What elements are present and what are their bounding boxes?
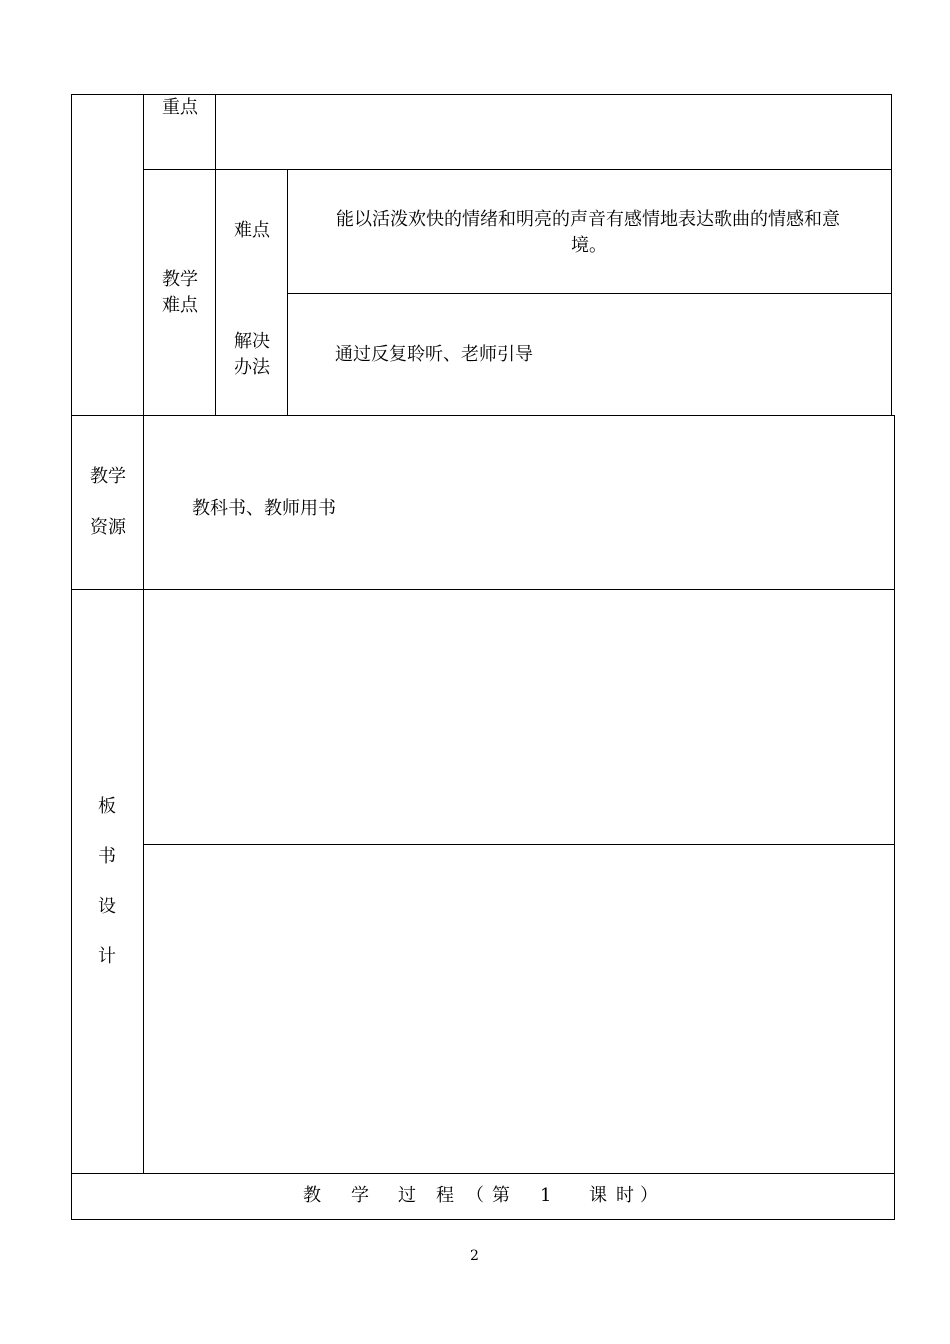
process-title-char: 第: [492, 1185, 510, 1206]
border-sub1-bottom: [287, 293, 892, 294]
page-number: 2: [470, 1248, 479, 1264]
border-row2-bottom: [72, 415, 895, 416]
board-label-char: 书: [98, 846, 116, 867]
difficulty-label-line2: 难点: [162, 295, 198, 316]
border-col1: [143, 94, 144, 1174]
border-col3: [287, 169, 288, 416]
process-title-char: （: [466, 1185, 484, 1206]
difficulty-label-line1: 教学: [162, 269, 198, 290]
border-row1-bottom: [144, 169, 892, 170]
resources-label-line1: 教学: [90, 466, 126, 487]
board-label-char: 设: [98, 896, 116, 917]
solution-label-line2: 办法: [234, 357, 270, 378]
resources-content: 教科书、教师用书: [192, 498, 336, 519]
border-bottom: [72, 1219, 895, 1220]
border-board-split: [144, 844, 895, 845]
board-label-char: 计: [98, 946, 116, 967]
border-right-lower: [894, 415, 895, 1220]
process-title-char: 学: [351, 1185, 369, 1206]
border-col2: [215, 94, 216, 416]
process-title-char: 教: [303, 1185, 321, 1206]
resources-label-line2: 资源: [90, 517, 126, 538]
solution-content: 通过反复聆听、老师引导: [335, 344, 533, 365]
difficulty-content-line1: 能以活泼欢快的情绪和明亮的声音有感情地表达歌曲的情感和意: [336, 209, 840, 230]
difficulty-sub-label: 难点: [234, 220, 270, 241]
border-top: [72, 94, 892, 95]
border-resources-bottom: [72, 589, 895, 590]
process-title-char: 课: [589, 1185, 607, 1206]
border-board-bottom: [72, 1173, 895, 1174]
process-title-char: 过: [398, 1185, 416, 1206]
difficulty-content-line2: 境。: [571, 235, 607, 256]
border-left: [71, 94, 72, 1220]
border-right-upper: [891, 94, 892, 416]
solution-label-line1: 解决: [234, 331, 270, 352]
process-title-char: 1: [540, 1185, 552, 1206]
process-title-char: 时: [616, 1185, 634, 1206]
board-label-char: 板: [98, 796, 116, 817]
process-title-char: 程: [436, 1185, 454, 1206]
process-title-char: ）: [640, 1185, 658, 1206]
focus-label: 重点: [162, 97, 198, 118]
